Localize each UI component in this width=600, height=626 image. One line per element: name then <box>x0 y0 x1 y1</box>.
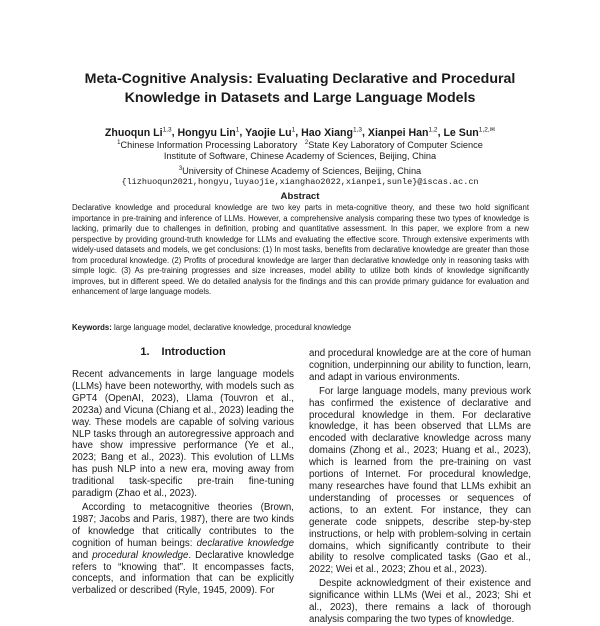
section-heading <box>72 345 294 359</box>
keywords-label: Keywords: <box>72 323 112 332</box>
abstract-heading: Abstract <box>280 191 320 202</box>
paper-title <box>40 70 560 108</box>
author: Hao Xiang$^{1,3}$ <box>301 126 362 139</box>
intro-paragraph-1: Recent advancements in large language models (LLMs) have been noteworthy, with models such as GPT4 (OpenAI, 2023), Llama (Touvron et al., 2023a) and Vicuna (Chiang et al., 2023) leading the way. These models are capable of solving various NLP tasks through an autoregressive approach and have show impressive performance (Ye et al., 2023; Bang et al., 2023). This evolution of LLMs has push NLP into a new era, moving away from traditional task-specific pre-train fine-tuning paradigm (Zhao et al., 2023). <box>72 369 294 500</box>
author: Le Sun$^{1,2,✉}$ <box>443 126 496 139</box>
left-column <box>72 343 294 600</box>
title-line-2: Knowledge in Datasets and Large Language Models <box>124 90 476 106</box>
author-list: Zhuoqun Li$^{1,3}$, Hongyu Lin$^1$, Yaojie Lu$^1$, Hao Xiang$^{1,3}$, Xianpei Han$^{1,2}$, Le Sun$^{1,2,✉}$ <box>104 126 496 139</box>
right-column <box>309 348 531 625</box>
intro-paragraph-4: For large language models, many previous work has confirmed the existence of declarative and procedural knowledge in them. For declarative knowledge, it has been observed that LLMs are encoded with declarative knowledge across many domains (Zhong et al., 2023; Huang et al., 2023), which is learned from the pre-training on vast portions of Internet. For procedural knowledge, many researches have found that LLMs exhibit an understanding of processes or sequences of actions, to an extent. For instance, they can generate code snippets, describe step-by-step instructions, or help with problem-solving in certain domains, which significantly contribute to their ability to resolve complicated tasks (Gao et al., 2022; Wei et al., 2023; Zhou et al., 2023). <box>309 385 531 576</box>
author-emails: {lizhuoqun2021,hongyu,luyaojie,xianghao2022,xianpei,sunle}@iscas.ac.cn <box>121 177 479 187</box>
author: Zhuoqun Li$^{1,3}$ <box>104 126 172 139</box>
intro-paragraph-5: Despite acknowledgment of their existence and significance within LLMs (Wei et al., 2023; Shi et al., 2023), there remains a lack of thorough analysis comparing the two types of knowledge. <box>309 578 531 625</box>
affiliation-line-3: $^3$University of Chinese Academy of Sciences, Beijing, China <box>178 166 422 177</box>
affiliation-line-1: $^1$Chinese Information Processing Laboratory $^2$State Key Laboratory of Computer Science <box>117 140 483 151</box>
title-line-1: Meta-Cognitive Analysis: Evaluating Declarative and Procedural <box>84 71 516 87</box>
keywords <box>72 323 529 334</box>
intro-paragraph-3: and procedural knowledge are at the core of human cognition, underpinning our ability to function, learn, and adapt in various environments. <box>309 348 531 383</box>
section-number: 1. <box>140 346 150 358</box>
author: Xianpei Han$^{1,2}$ <box>367 126 438 139</box>
keywords-list: large language model, declarative knowledge, procedural knowledge <box>114 323 352 332</box>
abstract-text: Declarative knowledge and procedural knowledge are two key parts in meta-cognitive theory, and these two hold significant importance in pre-training and inference of LLMs. However, a comprehensive analysis comparing these two types of knowledge is lacking, primarily due to challenges in definition, probing and quantitative assessment. In this paper, we explore from a new perspective by providing ground-truth knowledge for LLMs and evaluating the effective score. Through extensive experiments with widely-used datasets and models, we get conclusions: (1) In most tasks, benefits from declarative knowledge are greater than those from procedural knowledge. (2) Profits of procedural knowledge are larger than declarative knowledge only in reasoning tasks with simple logic. (3) As pre-training progresses and size increases, model ability to utilize both kinds of knowledge significantly improves, but in different speed. We do detailed analysis for the findings and this can provide primary guidance for evaluation and enhancement of large language models. <box>72 203 529 297</box>
affiliation-line-2: Institute of Software, Chinese Academy of Sciences, Beijing, China <box>163 151 437 161</box>
intro-paragraph-2: According to metacognitive theories (Brown, 1987; Jacobs and Paris, 1987), there are two kinds of knowledge that critically contributes to the cognition of human beings: declarative knowledge and procedural knowledge. Declarative knowledge refers to “knowing that”. It encompasses facts, concepts, and information that can be explicitly verbalized or described (Ryle, 1945, 2009). For <box>72 501 294 597</box>
section-title: Introduction <box>161 346 226 358</box>
author: Hongyu Lin$^1$ <box>177 126 240 139</box>
author: Yaojie Lu$^1$ <box>245 126 296 139</box>
